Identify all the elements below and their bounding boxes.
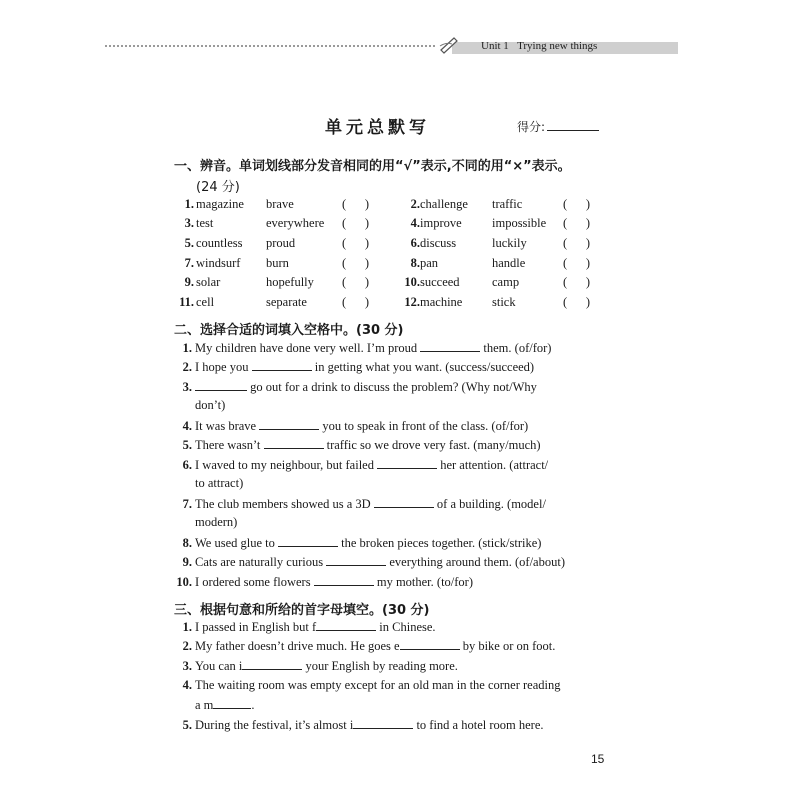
pair-word-a: discuss [420,236,457,250]
pair-word-b: traffic [492,197,523,211]
question-text: traffic so we drove very fast. (many/much) [326,438,541,452]
choice-question [172,379,537,395]
answer-parentheses[interactable]: ( ) [563,216,591,230]
pair-word-a: challenge [420,197,468,211]
answer-blank[interactable] [278,535,338,547]
answer-blank[interactable] [264,437,324,449]
pair-word-a: magazine [196,197,244,211]
pair-word-b: stick [492,295,516,309]
initial-question [172,678,561,693]
question-text: to find a hotel room here. [416,718,544,732]
answer-parentheses[interactable]: ( ) [342,236,370,250]
question-text: I passed in English but f [195,620,317,634]
answer-blank[interactable] [195,379,247,391]
question-text: My father doesn’t drive much. He goes e [195,639,400,653]
answer-parentheses[interactable]: ( ) [342,197,370,211]
question-number: 1. [182,341,192,355]
pair-word-b: camp [492,275,520,289]
section-1-heading: 一、辨音。单词划线部分发音相同的用“√”表示,不同的用“×”表示。 [174,159,571,174]
pair-word-a: succeed [420,275,460,289]
answer-parentheses[interactable]: ( ) [342,216,370,230]
question-number: 10. [176,575,192,589]
answer-blank[interactable] [213,697,251,709]
question-number: 2. [182,360,192,374]
score-field [517,118,599,135]
answer-blank[interactable] [252,359,312,371]
pair-number: 1. [184,197,194,211]
pair-word-b: everywhere [266,216,325,230]
pair-number: 5. [184,236,194,250]
pair-number: 11. [179,295,194,309]
question-text: Cats are naturally curious [195,555,324,569]
initial-question [172,658,458,674]
question-text: You can i [195,659,243,673]
question-number: 1. [182,620,192,634]
question-number: 5. [182,718,192,732]
question-text: of a building. (model/ [436,497,546,511]
pair-number: 7. [184,256,194,270]
answer-parentheses[interactable]: ( ) [563,256,591,270]
question-text: her attention. (attract/ [440,458,549,472]
question-text: in Chinese. [379,620,436,634]
answer-parentheses[interactable]: ( ) [563,236,591,250]
pair-number: 10. [404,275,420,289]
answer-parentheses[interactable]: ( ) [342,256,370,270]
pair-word-b: brave [266,197,294,211]
question-text: them. (of/for) [483,341,552,355]
pair-word-a: improve [420,216,462,230]
unit-number: Unit 1 [481,40,509,52]
answer-parentheses[interactable]: ( ) [342,295,370,309]
question-text: We used glue to [195,536,275,550]
answer-blank[interactable] [377,457,437,469]
pair-word-a: test [196,216,214,230]
pair-word-a: machine [420,295,463,309]
answer-blank[interactable] [353,717,413,729]
question-number: 9. [182,555,192,569]
pair-word-b: luckily [492,236,527,250]
pair-word-a: windsurf [196,256,241,270]
choice-question [172,574,473,590]
choice-question [172,437,541,453]
answer-blank[interactable] [314,574,374,586]
question-text: There wasn’t [195,438,261,452]
answer-blank[interactable] [420,340,480,352]
unit-title: Trying new things [517,40,598,52]
question-text: The club members showed us a 3D [195,497,371,511]
question-text: go out for a drink to discuss the problem? (Why not/Why [250,380,537,394]
pair-number: 6. [410,236,420,250]
answer-blank[interactable] [259,418,319,430]
question-text: everything around them. (of/about) [389,555,565,569]
question-text: My children have done very well. I’m proud [195,341,418,355]
question-text: my mother. (to/for) [376,575,474,589]
question-continuation: modern) [195,515,238,529]
question-text: you to speak in front of the class. (of/for) [322,419,529,433]
answer-parentheses[interactable]: ( ) [563,275,591,289]
question-number: 7. [182,497,192,511]
initial-question [172,638,555,654]
question-continuation: to attract) [195,476,244,490]
initial-question [172,717,544,733]
question-continuation: don’t) [195,398,226,412]
question-text: I ordered some flowers [195,575,311,589]
pair-word-a: countless [196,236,243,250]
question-number: 6. [182,458,192,472]
question-text: in getting what you want. (success/succeed) [314,360,535,374]
answer-blank[interactable] [242,658,302,670]
pair-number: 3. [184,216,194,230]
question-text: your English by reading more. [305,659,458,673]
question-text: I hope you [195,360,249,374]
initial-question [172,619,436,635]
choice-question [172,359,534,375]
answer-parentheses[interactable]: ( ) [563,295,591,309]
pair-word-b: hopefully [266,275,314,289]
section-3-heading: 三、根据句意和所给的首字母填空。(30 分) [174,603,430,618]
pair-word-b: handle [492,256,526,270]
question-text: the broken pieces together. (stick/strike) [341,536,542,550]
choice-question [172,340,551,356]
pair-word-b: burn [266,256,289,270]
question-text: I waved to my neighbour, but failed [195,458,374,472]
pencil-icon [438,34,460,54]
pair-number: 4. [410,216,420,230]
question-text: by bike or on foot. [462,639,556,653]
choice-question [172,535,541,551]
pair-word-a: pan [420,256,439,270]
question-number: 4. [182,419,192,433]
section-1-points: (24 分) [196,180,240,195]
pair-word-b: separate [266,295,307,309]
answer-blank[interactable] [316,619,376,631]
answer-blank[interactable] [374,496,434,508]
choice-question [172,418,528,434]
pair-word-b: proud [266,236,296,250]
question-text: During the festival, it’s almost i [195,718,354,732]
score-label: 得分: [517,120,546,134]
pair-word-a: cell [196,295,215,309]
page-title: 单元总默写 [325,118,430,138]
pair-number: 9. [184,275,194,289]
question-number: 3. [182,659,192,673]
score-blank[interactable] [547,120,599,131]
header-dotted-rule [105,45,435,47]
header-unit-label [481,40,597,52]
answer-parentheses[interactable]: ( ) [342,275,370,289]
section-2-heading: 二、选择合适的词填入空格中。(30 分) [174,323,404,338]
answer-blank[interactable] [400,638,460,650]
question-number: 2. [182,639,192,653]
question-number: 3. [182,380,192,394]
answer-parentheses[interactable]: ( ) [563,197,591,211]
question-number: 8. [182,536,192,550]
choice-question [172,554,565,570]
pair-word-a: solar [196,275,221,289]
question-text: The waiting room was empty except for an old man in the corner reading [195,678,561,692]
answer-blank[interactable] [326,554,386,566]
question-number: 4. [182,678,192,692]
choice-question [172,457,548,473]
pair-number: 2. [410,197,420,211]
pair-number: 12. [404,295,420,309]
choice-question [172,496,546,512]
question-number: 5. [182,438,192,452]
pair-word-b: impossible [492,216,547,230]
page-number: 15 [591,752,605,766]
pair-number: 8. [410,256,420,270]
question-text: a m [195,698,214,712]
question-text: . [251,698,255,712]
question-continuation [195,697,255,713]
question-text: It was brave [195,419,257,433]
